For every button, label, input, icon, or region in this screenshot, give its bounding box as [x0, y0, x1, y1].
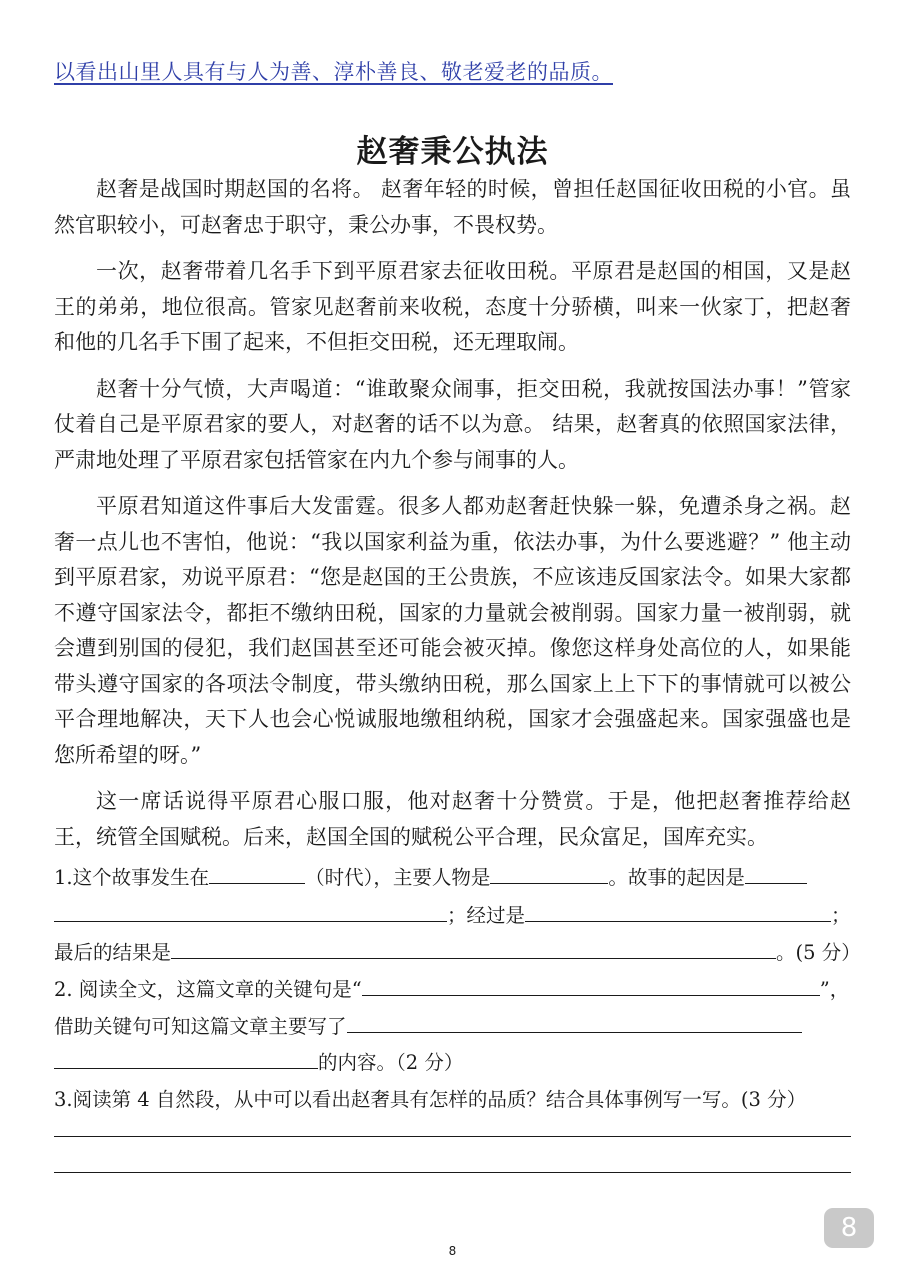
answer-line-1[interactable] — [54, 1136, 851, 1137]
question-1-line-3: 最后的结果是 。(5 分） — [54, 937, 851, 965]
answer-blank-process[interactable] — [525, 900, 831, 922]
answer-blank-main-content[interactable] — [347, 1011, 802, 1033]
question-3: 3.阅读第 4 自然段，从中可以看出赵奢具有怎样的品质？结合具体事例写一写。(3 分） — [54, 1088, 807, 1111]
story-paragraph-5: 这一席话说得平原君心服口服，他对赵奢十分赞赏。于是，他把赵奢推荐给赵王，统管全国赋税。后来，赵国全国的赋税公平合理，民众富足，国库充实。 — [54, 789, 851, 849]
answer-blank-era[interactable] — [209, 862, 305, 884]
story-title: 赵奢秉公执法 — [356, 134, 549, 170]
page-number: 8 — [448, 1244, 457, 1258]
story-paragraph-3: 赵奢十分气愤，大声喝道：“谁敢聚众闹事，拒交田税，我就按国法办事！”管家仗着自己是平原君家的要人，对赵奢的话不以为意。 结果，赵奢真的依照国家法律，严肃地处理了平原君家包括管家在内九个参与闹事的人。 — [54, 376, 852, 472]
story-paragraph-1: 赵奢是战国时期赵国的名将。 赵奢年轻的时候，曾担任赵国征收田税的小官。虽然官职较小，可赵奢忠于职守，秉公办事，不畏权势。 — [54, 177, 851, 237]
answer-blank-cause[interactable] — [54, 900, 447, 922]
question-1-line-1: 1.这个故事发生在 （时代），主要人物是 。故事的起因是 — [54, 862, 851, 890]
question-2-line-1: 2. 阅读全文，这篇文章的关键句是“ ”， — [54, 974, 851, 1002]
answer-blank-character[interactable] — [490, 862, 608, 884]
question-2-line-3: 的内容。（2 分） — [54, 1047, 851, 1075]
answer-blank-key-sentence[interactable] — [362, 974, 820, 996]
question-2-line-2: 借助关键句可知这篇文章主要写了 — [54, 1011, 851, 1039]
carry-over-answer-line: 以看出山里人具有与人为善、淳朴善良、敬老爱老的品质。 — [54, 60, 613, 84]
question-1-line-2: ；经过是 ； — [54, 900, 851, 928]
answer-blank-result[interactable] — [171, 937, 776, 959]
story-body — [54, 172, 851, 866]
answer-blank-cause-start[interactable] — [745, 862, 807, 884]
answer-line-2[interactable] — [54, 1172, 851, 1173]
answer-blank-main-content-cont[interactable] — [54, 1047, 318, 1069]
story-paragraph-4: 平原君知道这件事后大发雷霆。很多人都劝赵奢赶快躲一躲，免遭杀身之祸。赵奢一点儿也不害怕，他说：“我以国家利益为重，依法办事，为什么要逃避？” 他主动到平原君家，劝说平原君：“您是赵国的王公贵族，不应该违反国家法令。如果大家都不遵守国家法令，都拒不缴纳田税，国家的力量就会被削弱。国家力量一被削弱，就会遭到别国的侵犯，我们赵国甚至还可能会被灭掉。像您这样身处高位的人，如果能带头遵守国家的各项法令制度，带头缴纳田税，那么国家上上下下的事情就可以被公平合理地解决，天下人也会心悦诚服地缴租纳税，国家才会强盛起来。国家强盛也是您所希望的呀。” — [54, 494, 851, 767]
page-badge: 8 — [824, 1208, 874, 1248]
story-paragraph-2: 一次，赵奢带着几名手下到平原君家去征收田税。平原君是赵国的相国，又是赵王的弟弟，地位很高。管家见赵奢前来收税，态度十分骄横，叫来一伙家丁，把赵奢和他的几名手下围了起来，不但拒交田税，还无理取闹。 — [54, 259, 851, 354]
